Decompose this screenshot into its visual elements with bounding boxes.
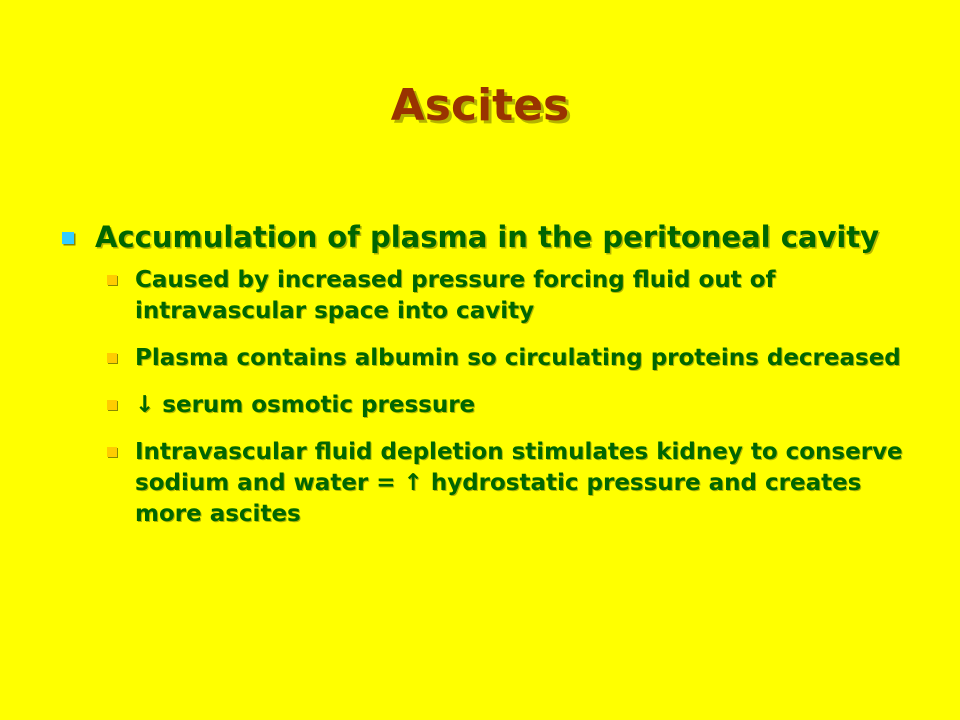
sub-bullet-text: Plasma contains albumin so circulating proteins decreased	[135, 344, 901, 371]
sub-bullet-text: Caused by increased pressure forcing fluid out of intravascular space into cavity	[135, 266, 776, 324]
square-bullet-icon	[107, 447, 117, 457]
bullet-text: Accumulation of plasma in the peritoneal cavity	[95, 220, 880, 254]
square-bullet-icon	[107, 400, 117, 410]
sub-bullet-text: ↓ serum osmotic pressure	[135, 391, 476, 418]
slide-title: Ascites	[390, 80, 570, 131]
sub-bullet-item	[107, 343, 905, 374]
sub-bullet-list	[107, 265, 922, 530]
sub-bullet-item	[107, 390, 905, 421]
square-bullet-icon	[107, 353, 117, 363]
sub-bullet-text: Intravascular fluid depletion stimulates kidney to conserve sodium and water = ↑ hydrostatic pressure and creates more ascites	[135, 438, 903, 527]
square-bullet-icon	[107, 275, 117, 285]
square-bullet-icon	[62, 232, 74, 244]
sub-bullet-item	[107, 437, 905, 530]
bullet-list	[62, 220, 922, 546]
bullet-item-main	[62, 220, 922, 255]
sub-bullet-item	[107, 265, 905, 327]
